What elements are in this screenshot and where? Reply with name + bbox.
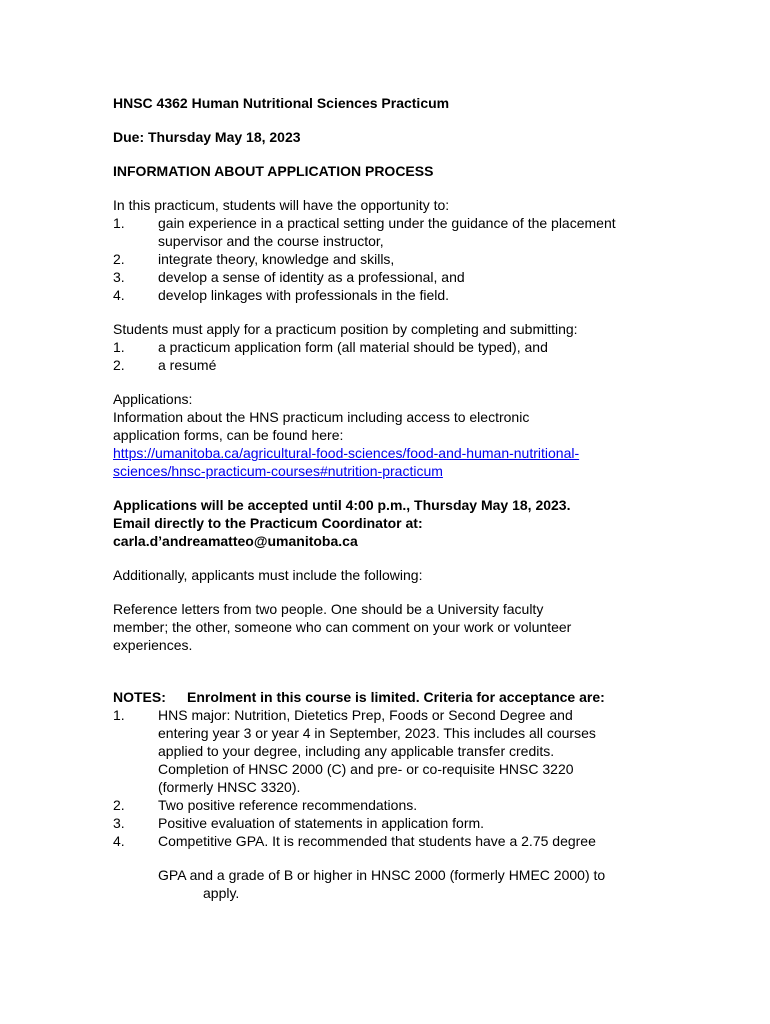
list-text: HNS major: Nutrition, Dietetics Prep, Foods or Second Degree and — [158, 707, 573, 723]
document-body — [113, 94, 673, 902]
list-text: entering year 3 or year 4 in September, 2023. This includes all courses — [158, 725, 596, 741]
notes-text: Enrolment in this course is limited. Criteria for acceptance are: — [187, 689, 605, 705]
deadline-section — [113, 496, 673, 550]
opportunities-intro: In this practicum, students will have the opportunity to: — [113, 197, 450, 213]
additionally-text: Additionally, applicants must include the following: — [113, 567, 423, 583]
list-item — [113, 286, 673, 304]
criteria-continuation: GPA and a grade of B or higher in HNSC 2000 (formerly HMEC 2000) to — [158, 867, 606, 883]
list-number: 1. — [113, 339, 125, 355]
opportunities-section — [113, 196, 673, 304]
list-text: Positive evaluation of statements in application form. — [158, 815, 485, 831]
list-number: 1. — [113, 707, 125, 723]
applications-text: application forms, can be found here: — [113, 427, 344, 443]
list-number: 2. — [113, 357, 125, 373]
deadline-text: Applications will be accepted until 4:00 p.m., Thursday May 18, 2023. — [113, 497, 571, 513]
reference-text: member; the other, someone who can comment on your work or volunteer — [113, 619, 572, 635]
list-number: 3. — [113, 815, 125, 831]
list-number: 4. — [113, 833, 125, 849]
notes-section — [113, 688, 673, 902]
list-text: (formerly HNSC 3320). — [158, 779, 301, 795]
practicum-link[interactable] — [113, 444, 673, 480]
reference-section — [113, 600, 673, 654]
practicum-link-line[interactable]: https://umanitoba.ca/agricultural-food-sciences/food-and-human-nutritional- — [113, 445, 580, 461]
list-text: Competitive GPA. It is recommended that students have a 2.75 degree — [158, 833, 596, 849]
due-date: Due: Thursday May 18, 2023 — [113, 129, 301, 145]
opportunities-list — [113, 214, 673, 304]
list-item — [113, 338, 673, 356]
list-item — [113, 250, 673, 268]
list-item — [113, 706, 673, 796]
list-text: integrate theory, knowledge and skills, — [158, 251, 395, 267]
list-number: 2. — [113, 251, 125, 267]
list-text: Two positive reference recommendations. — [158, 797, 418, 813]
apply-section — [113, 320, 673, 374]
list-number: 1. — [113, 215, 125, 231]
list-text: develop linkages with professionals in the field. — [158, 287, 450, 303]
section-heading: INFORMATION ABOUT APPLICATION PROCESS — [113, 163, 434, 179]
list-item — [113, 832, 673, 850]
list-text: a resumé — [158, 357, 217, 373]
applications-section — [113, 390, 673, 480]
list-text: a practicum application form (all material should be typed), and — [158, 339, 548, 355]
list-text: applied to your degree, including any applicable transfer credits. — [158, 743, 555, 759]
list-text: Completion of HNSC 2000 (C) and pre- or co-requisite HNSC 3220 — [158, 761, 574, 777]
list-text: supervisor and the course instructor, — [158, 233, 384, 249]
apply-intro: Students must apply for a practicum position by completing and submitting: — [113, 321, 578, 337]
list-item — [113, 814, 673, 832]
notes-label: NOTES: — [113, 689, 166, 705]
list-number: 4. — [113, 287, 125, 303]
criteria-continuation: apply. — [203, 885, 240, 901]
list-item — [113, 268, 673, 286]
coordinator-email: carla.d’andreamatteo@umanitoba.ca — [113, 533, 358, 549]
list-text: gain experience in a practical setting under the guidance of the placement — [158, 215, 616, 231]
applications-label: Applications: — [113, 391, 193, 407]
list-number: 2. — [113, 797, 125, 813]
list-item — [113, 356, 673, 374]
list-text: develop a sense of identity as a professional, and — [158, 269, 465, 285]
applications-text: Information about the HNS practicum including access to electronic — [113, 409, 530, 425]
course-title: HNSC 4362 Human Nutritional Sciences Practicum — [113, 95, 450, 111]
list-number: 3. — [113, 269, 125, 285]
practicum-link-line[interactable]: sciences/hnsc-practicum-courses#nutrition-practicum — [113, 463, 443, 479]
deadline-text: Email directly to the Practicum Coordinator at: — [113, 515, 423, 531]
list-item — [113, 796, 673, 814]
reference-text: experiences. — [113, 637, 193, 653]
list-item — [113, 214, 673, 250]
notes-heading — [113, 688, 673, 706]
reference-text: Reference letters from two people. One should be a University faculty — [113, 601, 544, 617]
